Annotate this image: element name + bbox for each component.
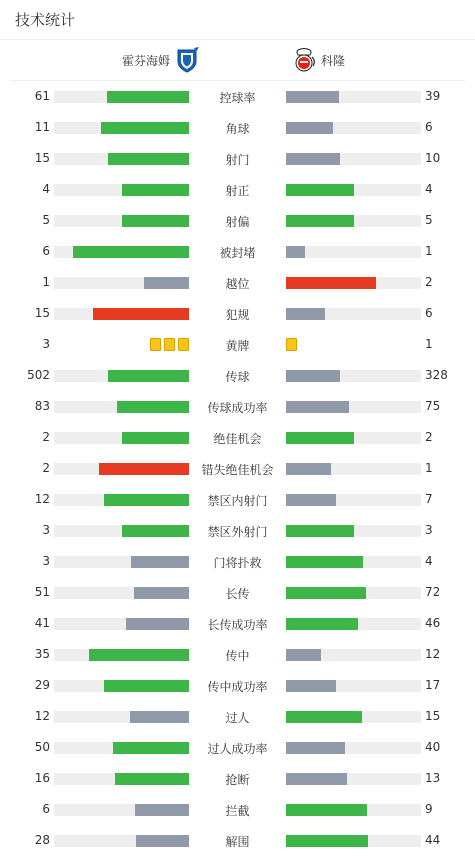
stat-label: 抢断 <box>225 773 250 787</box>
away-stat-value: 17 <box>425 678 441 692</box>
home-stat-value: 2 <box>42 430 50 444</box>
home-stat-bar-track <box>54 773 189 785</box>
away-stat-bar <box>286 618 358 630</box>
away-stat-bar-track <box>286 618 421 630</box>
page-title: 技术统计 <box>15 11 76 29</box>
stat-row <box>0 794 475 825</box>
home-stat-bar <box>108 153 189 165</box>
stat-label: 禁区内射门 <box>207 494 268 508</box>
home-stat-bar <box>135 804 189 816</box>
stat-row <box>0 422 475 453</box>
away-stat-bar <box>286 184 354 196</box>
home-stat-bar <box>144 277 189 289</box>
stat-label: 过人 <box>225 711 250 725</box>
away-stat-bar-track <box>286 432 421 444</box>
away-stat-value: 44 <box>425 833 441 847</box>
home-stat-value: 12 <box>34 709 50 723</box>
home-stat-value: 1 <box>42 275 50 289</box>
header <box>0 0 475 40</box>
home-stat-bar <box>122 525 190 537</box>
away-stat-bar-track <box>286 308 421 320</box>
away-stat-value: 1 <box>425 337 433 351</box>
stat-label: 错失绝佳机会 <box>201 463 274 477</box>
away-stat-value: 4 <box>425 554 433 568</box>
away-stat-bar <box>286 153 340 165</box>
away-stat-bar <box>286 246 305 258</box>
away-stat-bar-track <box>286 680 421 692</box>
away-stat-bar <box>286 401 349 413</box>
home-stat-bar-track <box>54 587 189 599</box>
home-stat-bar <box>134 587 189 599</box>
away-stat-value: 39 <box>425 89 441 103</box>
away-stat-bar <box>286 804 367 816</box>
away-stat-bar-track <box>286 587 421 599</box>
stat-row <box>0 236 475 267</box>
home-stat-value: 3 <box>42 523 50 537</box>
home-stat-bar-track <box>54 370 189 382</box>
stat-row <box>0 174 475 205</box>
stat-row <box>0 329 475 360</box>
home-stat-bar <box>104 680 189 692</box>
home-stat-bar <box>126 618 189 630</box>
home-stat-bar <box>108 370 189 382</box>
stat-label: 被封堵 <box>219 246 256 260</box>
stat-label: 射正 <box>225 184 250 198</box>
stat-row <box>0 112 475 143</box>
home-stat-bar <box>101 122 189 134</box>
home-stat-bar-track <box>54 432 189 444</box>
stat-row <box>0 546 475 577</box>
home-stat-value: 12 <box>34 492 50 506</box>
stat-row <box>0 825 475 856</box>
stat-row <box>0 515 475 546</box>
away-stat-value: 13 <box>425 771 441 785</box>
away-stat-bar-track <box>286 711 421 723</box>
stat-row <box>0 143 475 174</box>
away-stat-bar <box>286 680 336 692</box>
away-stat-bar <box>286 494 336 506</box>
home-stat-value: 61 <box>34 89 50 103</box>
stat-label: 长传成功率 <box>207 618 268 632</box>
away-stat-bar-track <box>286 153 421 165</box>
stat-row <box>0 732 475 763</box>
stat-row <box>0 701 475 732</box>
away-stat-value: 328 <box>425 368 448 382</box>
stat-label: 射门 <box>225 153 250 167</box>
away-stat-bar-track <box>286 246 421 258</box>
home-stat-bar <box>136 835 189 847</box>
away-stat-bar <box>286 649 321 661</box>
home-stat-bar-track <box>54 804 189 816</box>
away-stat-bar <box>286 742 345 754</box>
away-stat-value: 1 <box>425 244 433 258</box>
away-stat-bar-track <box>286 277 421 289</box>
home-stat-bar-track <box>54 308 189 320</box>
home-stat-bar-track <box>54 711 189 723</box>
home-stat-bar <box>99 463 189 475</box>
stat-row <box>0 608 475 639</box>
away-stat-value: 15 <box>425 709 441 723</box>
home-stat-bar-track <box>54 494 189 506</box>
away-stat-bar <box>286 773 347 785</box>
away-stat-bar-track <box>286 742 421 754</box>
stat-row <box>0 391 475 422</box>
home-stat-value: 16 <box>34 771 50 785</box>
home-stat-bar <box>89 649 189 661</box>
away-stat-bar-track <box>286 835 421 847</box>
home-stat-bar <box>73 246 189 258</box>
away-stat-bar-track <box>286 649 421 661</box>
away-stat-bar-track <box>286 556 421 568</box>
away-stat-bar-track <box>286 184 421 196</box>
home-stat-value: 35 <box>34 647 50 661</box>
away-stat-bar <box>286 835 368 847</box>
home-stat-value: 41 <box>34 616 50 630</box>
home-stat-value: 6 <box>42 244 50 258</box>
away-stat-bar-track <box>286 370 421 382</box>
home-stat-bar-track <box>54 184 189 196</box>
away-stat-bar-track <box>286 122 421 134</box>
away-stat-value: 7 <box>425 492 433 506</box>
away-stat-bar <box>286 587 366 599</box>
stat-label: 传球成功率 <box>207 401 268 415</box>
home-team-crest-icon <box>174 47 200 73</box>
stat-label: 拦截 <box>225 804 250 818</box>
stat-label: 长传 <box>225 587 250 601</box>
home-stat-value: 28 <box>34 833 50 847</box>
away-stat-value: 4 <box>425 182 433 196</box>
away-stat-value: 72 <box>425 585 441 599</box>
teams-row <box>10 41 465 81</box>
away-stat-bar <box>286 711 362 723</box>
away-stat-value: 6 <box>425 120 433 134</box>
away-stat-value: 1 <box>425 461 433 475</box>
away-stat-value: 6 <box>425 306 433 320</box>
away-stat-bar-track <box>286 215 421 227</box>
stat-row <box>0 577 475 608</box>
home-stat-bar-track <box>54 122 189 134</box>
home-stat-value: 3 <box>42 337 50 351</box>
stat-label: 解围 <box>225 835 250 849</box>
away-stat-bar-track <box>286 463 421 475</box>
stat-label: 绝佳机会 <box>213 432 262 446</box>
away-stat-bar-track <box>286 773 421 785</box>
home-stat-value: 6 <box>42 802 50 816</box>
home-stat-bar-track <box>54 835 189 847</box>
away-team-crest-icon <box>291 47 317 73</box>
home-stat-value: 50 <box>34 740 50 754</box>
stat-label: 越位 <box>225 277 250 291</box>
home-stat-bar <box>131 556 189 568</box>
away-stat-bar-track <box>286 401 421 413</box>
home-stat-value: 15 <box>34 306 50 320</box>
away-stat-value: 40 <box>425 740 441 754</box>
stat-row <box>0 670 475 701</box>
away-stat-bar-track <box>286 804 421 816</box>
away-stat-bar <box>286 370 340 382</box>
home-stat-bar-track <box>54 649 189 661</box>
stat-row <box>0 484 475 515</box>
home-stat-value: 83 <box>34 399 50 413</box>
home-stat-value: 51 <box>34 585 50 599</box>
away-stat-bar <box>286 556 363 568</box>
stat-row <box>0 763 475 794</box>
away-stat-value: 2 <box>425 275 433 289</box>
away-stat-value: 3 <box>425 523 433 537</box>
away-stat-bar-track <box>286 494 421 506</box>
home-stat-bar <box>104 494 189 506</box>
home-stat-bar-track <box>54 215 189 227</box>
away-team[interactable] <box>291 47 345 73</box>
home-yellow-cards <box>150 338 189 351</box>
home-stat-bar-track <box>54 680 189 692</box>
stat-row <box>0 453 475 484</box>
home-stat-bar-track <box>54 91 189 103</box>
stat-label: 角球 <box>225 122 250 136</box>
stat-label: 禁区外射门 <box>207 525 268 539</box>
stat-label: 传中成功率 <box>207 680 268 694</box>
home-stat-bar <box>93 308 189 320</box>
stat-row <box>0 639 475 670</box>
away-stat-value: 75 <box>425 399 441 413</box>
away-stat-bar <box>286 215 354 227</box>
home-stat-bar <box>113 742 189 754</box>
home-stat-value: 11 <box>34 120 50 134</box>
away-stat-bar <box>286 463 331 475</box>
away-stat-value: 2 <box>425 430 433 444</box>
stat-row <box>0 360 475 391</box>
yellow-card-icon <box>164 338 175 351</box>
away-stat-value: 5 <box>425 213 433 227</box>
yellow-card-icon <box>178 338 189 351</box>
stat-label: 过人成功率 <box>207 742 268 756</box>
home-team-name: 霍芬海姆 <box>121 53 170 68</box>
away-stat-value: 10 <box>425 151 441 165</box>
stat-label: 黄牌 <box>225 339 250 353</box>
stat-label: 门将扑救 <box>213 556 262 570</box>
stat-row <box>0 267 475 298</box>
home-stat-bar-track <box>54 246 189 258</box>
home-stat-bar-track <box>54 277 189 289</box>
stat-label: 控球率 <box>219 91 256 105</box>
stat-row <box>0 298 475 329</box>
home-stat-bar-track <box>54 525 189 537</box>
home-stat-value: 502 <box>27 368 50 382</box>
home-stat-value: 5 <box>42 213 50 227</box>
yellow-card-icon <box>286 338 297 351</box>
away-team-name: 科隆 <box>321 53 346 68</box>
stat-row <box>0 81 475 112</box>
home-stat-value: 4 <box>42 182 50 196</box>
home-stat-bar <box>107 91 189 103</box>
away-stat-bar <box>286 122 333 134</box>
home-stat-bar <box>122 432 190 444</box>
stat-label: 传球 <box>225 370 250 384</box>
away-stat-value: 12 <box>425 647 441 661</box>
away-stat-bar <box>286 91 339 103</box>
away-stat-bar-track <box>286 91 421 103</box>
home-team[interactable] <box>122 47 200 73</box>
away-stat-bar <box>286 277 376 289</box>
away-stat-bar-track <box>286 525 421 537</box>
home-stat-bar-track <box>54 742 189 754</box>
stat-row <box>0 205 475 236</box>
home-stat-bar-track <box>54 618 189 630</box>
home-stat-bar <box>122 184 190 196</box>
home-stat-value: 3 <box>42 554 50 568</box>
away-yellow-cards <box>286 338 297 351</box>
away-stat-bar <box>286 432 354 444</box>
stats-list <box>0 81 475 856</box>
home-stat-bar <box>117 401 189 413</box>
home-stat-bar <box>122 215 190 227</box>
stat-label: 射偏 <box>225 215 250 229</box>
home-stat-value: 29 <box>34 678 50 692</box>
stat-label: 传中 <box>225 649 250 663</box>
home-stat-value: 15 <box>34 151 50 165</box>
away-stat-value: 9 <box>425 802 433 816</box>
home-stat-bar-track <box>54 401 189 413</box>
away-stat-value: 46 <box>425 616 441 630</box>
home-stat-bar-track <box>54 556 189 568</box>
home-stat-value: 2 <box>42 461 50 475</box>
home-stat-bar <box>130 711 189 723</box>
yellow-card-icon <box>150 338 161 351</box>
away-stat-bar <box>286 525 354 537</box>
home-stat-bar-track <box>54 463 189 475</box>
away-stat-bar <box>286 308 325 320</box>
home-stat-bar <box>115 773 189 785</box>
home-stat-bar-track <box>54 153 189 165</box>
stat-label: 犯规 <box>225 308 250 322</box>
